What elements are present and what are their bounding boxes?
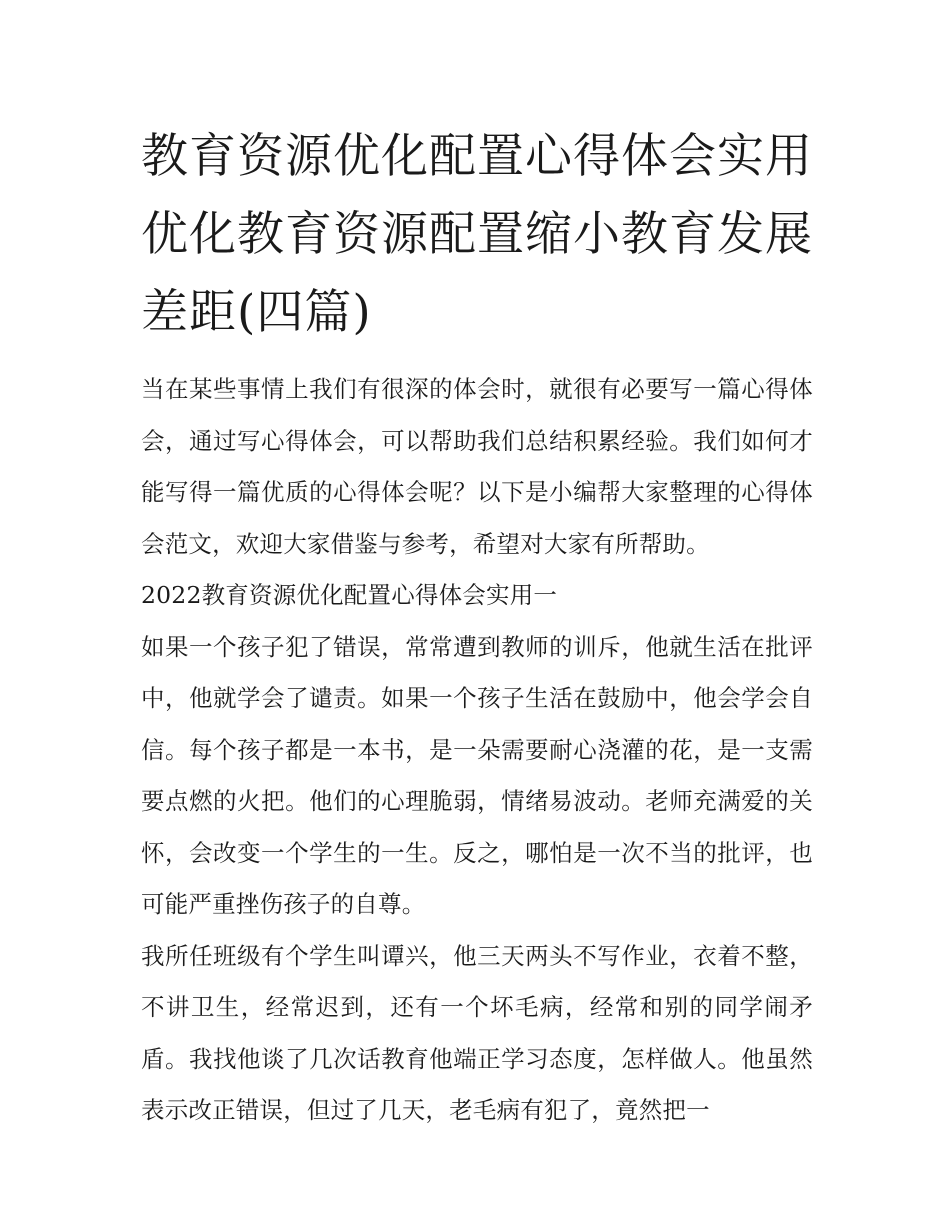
body-paragraph: 如果一个孩子犯了错误，常常遭到教师的训斥，他就生活在批评中，他就学会了谴责。如果一个孩子生活在鼓励中，他会学会自信。每个孩子都是一本书，是一朵需要耐心浇灌的花，是一支需要点燃的火把。他们的心理脆弱，情绪易波动。老师充满爱的关怀，会改变一个学生的一生。反之，哪怕是一次不当的批评，也可能严重挫伤孩子的自尊。 <box>141 632 813 918</box>
intro-paragraph: 当在某些事情上我们有很深的体会时，就很有必要写一篇心得体会，通过写心得体会，可以帮助我们总结积累经验。我们如何才能写得一篇优质的心得体会呢？以下是小编帮大家整理的心得体会范文，欢迎大家借鉴与参考，希望对大家有所帮助。 <box>141 375 813 558</box>
document-title: 教育资源优化配置心得体会实用 优化教育资源配置缩小教育发展差距(四篇) <box>141 129 813 340</box>
section-heading: 2022教育资源优化配置心得体会实用一 <box>141 581 558 609</box>
document-body <box>141 364 813 1137</box>
document-content <box>141 118 813 1137</box>
body-paragraph: 我所任班级有个学生叫谭兴，他三天两头不写作业，衣着不整，不讲卫生，经常迟到，还有一个坏毛病，经常和别的同学闹矛盾。我找他谈了几次话教育他端正学习态度，怎样做人。他虽然表示改正错误，但过了几天，老毛病有犯了，竟然把一 <box>141 941 813 1124</box>
